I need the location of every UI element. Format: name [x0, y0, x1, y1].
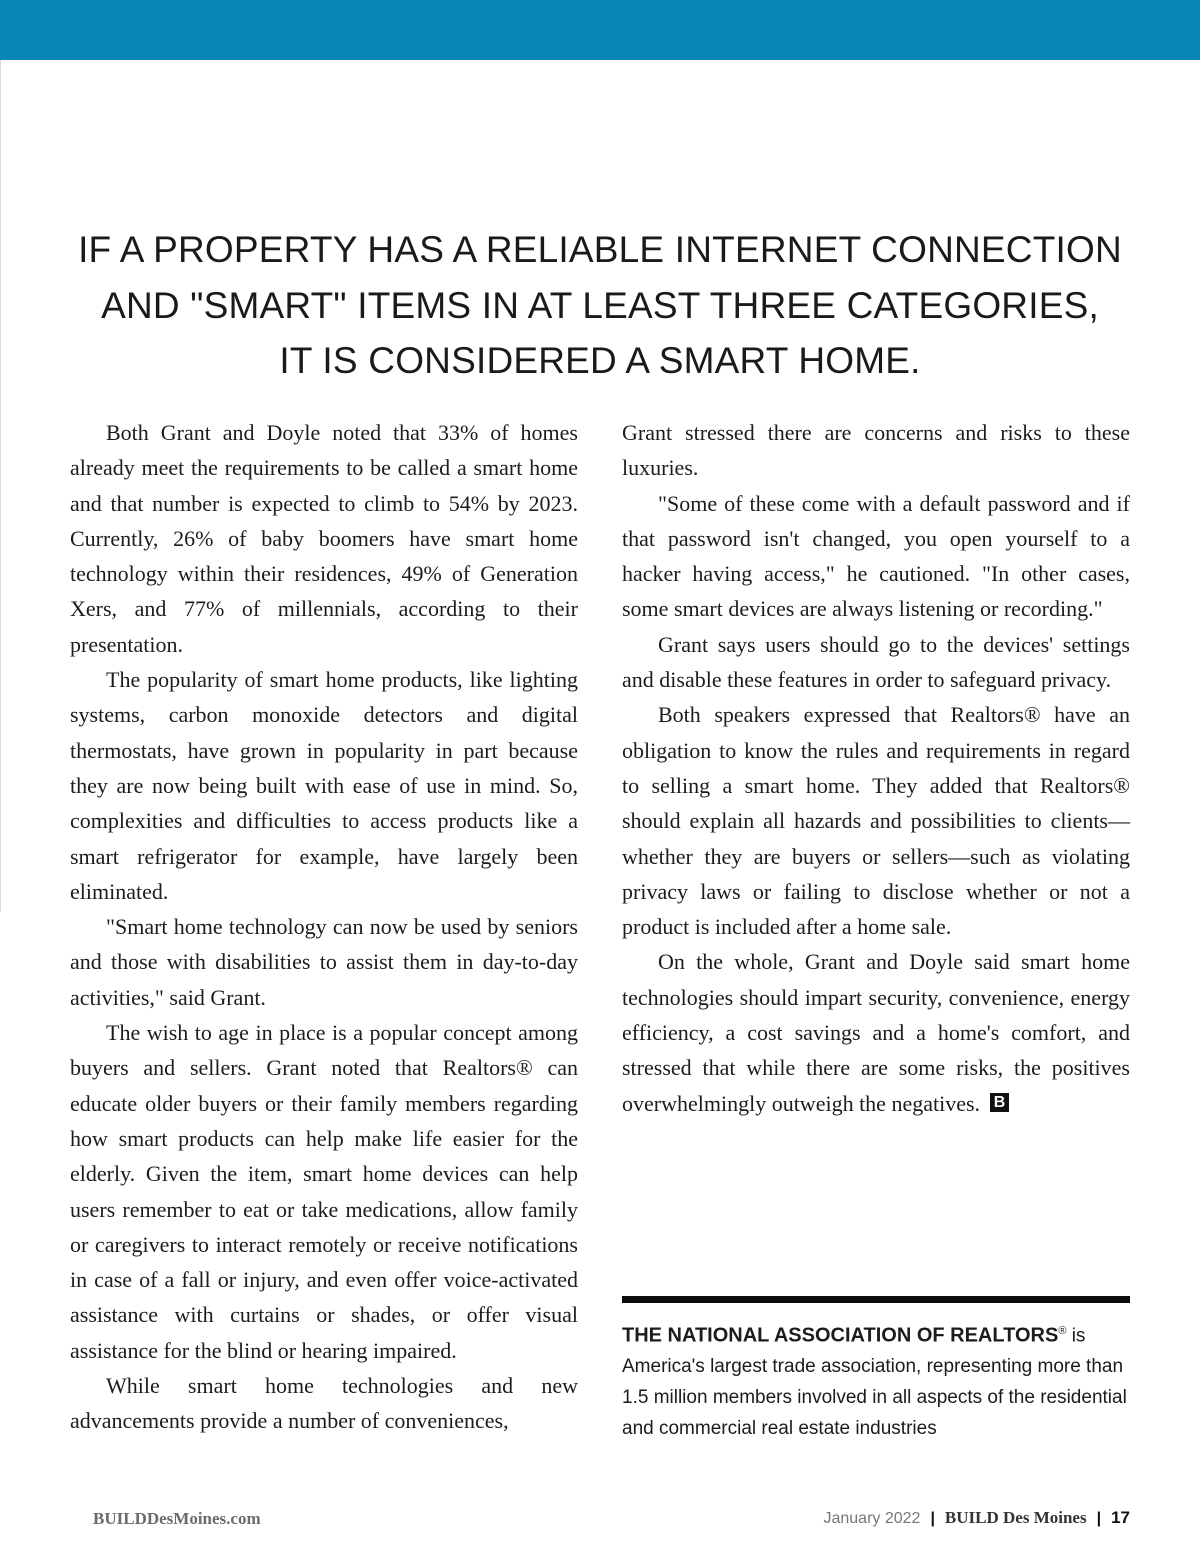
page-number: 17: [1111, 1508, 1130, 1527]
separator: |: [1096, 1510, 1102, 1527]
article-column-left: [70, 415, 578, 1439]
magazine-name: BUILD Des Moines: [944, 1508, 1087, 1527]
paragraph-final: [622, 944, 1130, 1120]
paragraph-text: On the whole, Grant and Doyle said smart home technologies should impart security, convenience, energy efficiency, a cost savings and a home's comfort, and stressed that while there are some risks, the positives overwhelmingly outweigh the negatives.: [622, 949, 1130, 1116]
paragraph: Both speakers expressed that Realtors® have an obligation to know the rules and requirements in regard to selling a smart home. They added that Realtors® should explain all hazards and possibilities to clients—whether they are buyers or sellers—such as violating privacy laws or failing to disclose whether or not a product is included after a home sale.: [622, 702, 1130, 940]
article-column-right: [622, 415, 1130, 1121]
paragraph: While smart home technologies and new advancements provide a number of conveniences,: [70, 1373, 578, 1434]
organization-description: America's largest trade association, representing more than 1.5 million members involved in all aspects of the residential and commercial real estate industries: [622, 1356, 1127, 1440]
paragraph: The popularity of smart home products, like lighting systems, carbon monoxide detectors and digital thermostats, have grown in popularity in part because they are now being built with ease of use in mind. So, complexities and difficulties to access products like a smart refrigerator for example, have largely been eliminated.: [70, 667, 578, 904]
footer-website[interactable]: BUILDDesMoines.com: [93, 1509, 261, 1528]
issue-date: January 2022: [823, 1510, 921, 1527]
footer-folio: [823, 1508, 1130, 1528]
paragraph: Grant says users should go to the devices' settings and disable these features in order to safeguard privacy.: [622, 631, 1130, 693]
top-color-bar: [0, 0, 1200, 60]
paragraph: The wish to age in place is a popular concept among buyers and sellers. Grant noted that Realtors® can educate older buyers or their family members regarding how smart products can help make life easier for the elderly. Given the item, smart home devices can help users remember to eat or take medications, allow family or caregivers to interact remotely or receive notifications in case of a fall or injury, and even offer voice-activated assistance with curtains or shades, or offer visual assistance for the blind or hearing impaired.: [70, 1020, 578, 1363]
end-mark-icon: B: [990, 1093, 1009, 1112]
registered-mark: ®: [1058, 1325, 1067, 1337]
paragraph: "Smart home technology can now be used by seniors and those with disabilities to assist them in day-to-day activities," said Grant.: [70, 914, 578, 1010]
separator: |: [930, 1510, 935, 1527]
org-tail: is: [1066, 1325, 1086, 1347]
sidebar-note: [622, 1316, 1130, 1444]
paragraph: Both Grant and Doyle noted that 33% of homes already meet the requirements to be called a smart home and that number is expected to climb to 54% by 2023. Currently, 26% of baby boomers have smart home technology within their residences, 49% of Generation Xers, and 77% of millennials, according to their presentation.: [70, 420, 578, 657]
organization-name: THE NATIONAL ASSOCIATION OF REALTORS: [622, 1324, 1059, 1347]
paragraph: Grant stressed there are concerns and risks to these luxuries.: [622, 420, 1130, 481]
pull-quote-line-1: IF A PROPERTY HAS A RELIABLE INTERNET CONNECTION: [78, 229, 1122, 270]
pull-quote: [60, 222, 1140, 389]
paragraph: "Some of these come with a default password and if that password isn't changed, you open yourself to a hacker having access," he cautioned. "In other cases, some smart devices are always listening or recording.": [622, 490, 1130, 622]
pull-quote-line-2: AND "SMART" ITEMS IN AT LEAST THREE CATEGORIES,: [101, 284, 1099, 326]
left-margin-rule: [0, 60, 1, 912]
sidebar-divider: [622, 1296, 1130, 1303]
pull-quote-line-3: IT IS CONSIDERED A SMART HOME.: [279, 340, 921, 381]
